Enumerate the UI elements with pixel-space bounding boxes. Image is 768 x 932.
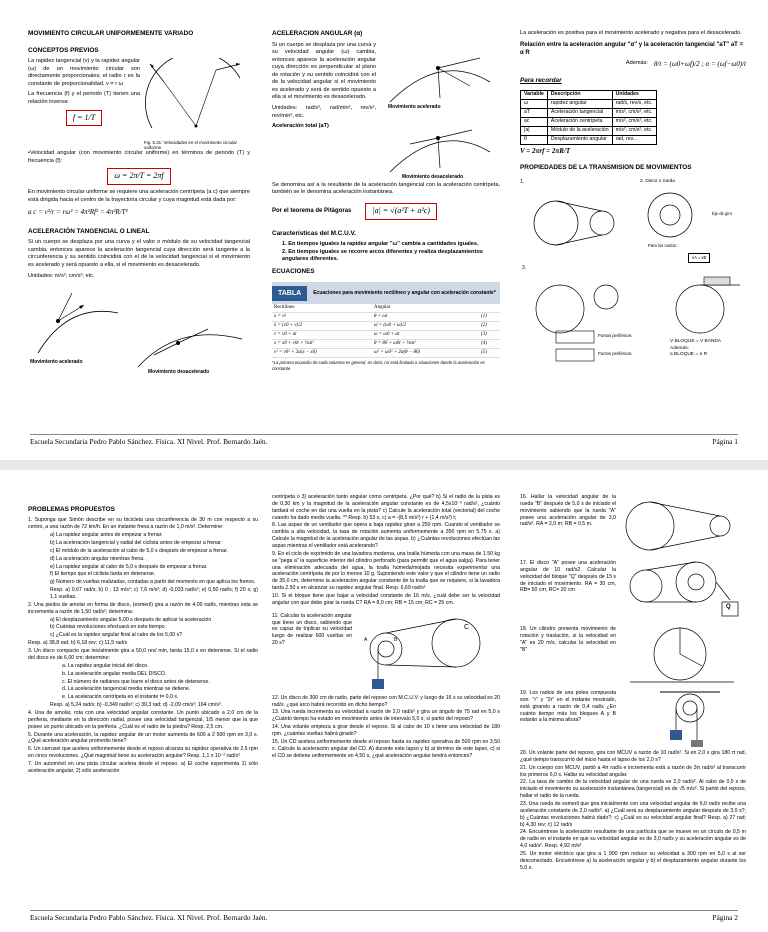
list-item: 14. Una volante empieza a girar desde el reposo. Si al cabo de 10 s tiene una velocidad de 180 rpm. ¿cuántas vueltas habrá girado? — [272, 724, 500, 738]
list-item: 5. Durante una aceleración, la rapidez angular de un motor aumenta de 600 a 2 500 rpm en 3,0 s. ¿Qué aceleración angular promedio tiene? — [28, 731, 258, 745]
list-item: a) El desplazamiento angular 5,00 s después de aplicar la aceleración — [50, 616, 212, 623]
page-1 — [0, 0, 768, 462]
page1-col2 — [272, 30, 500, 372]
acceleration-figures — [28, 283, 250, 375]
formula-angular: θ/t = (ω0+ωf)/2 ; α = (ωf−ω0)/t — [653, 59, 746, 68]
list-item: e. La aceleración centrípeta en el instante t= 0,0 s. — [62, 694, 179, 701]
ademas-label: Además: — [625, 59, 648, 66]
page2-col2 — [272, 494, 500, 760]
pulley-label-b: B — [394, 636, 398, 643]
list-item: 10. Si el bloque tiene que bajar a velocidad constante de 16 m/s, ¿cuál debe ser la velocidad angular con que debe girar la rueda C? RA = 8,0 cm; RB = 15 cm; RC = 25 cm. — [272, 593, 500, 606]
label-puntos-perifericos-2: Puntos periféricos — [598, 350, 632, 356]
list-item: 13. Una rueda incrementa su velocidad a razón de 2,0 rad/s² y gira un ángulo de 75 rad en 5,0 s ¿Cuánto tiempo ha estado en movimiento antes de intervalo 5,0 s; si partió del reposo? — [272, 709, 500, 723]
label-1: 1. — [520, 178, 525, 185]
pitagoras-formula: |a| = √(a²T + a²c) — [365, 203, 437, 220]
concepts-heading: CONCEPTOS PREVIOS — [28, 46, 99, 54]
tabla-equations — [272, 304, 500, 358]
tabla-col-rectilineo: Rectilíneo — [272, 304, 372, 313]
table-row: x̄ = (v0 + v)/2 ω̄ = (ω0 + ω)/2 (2) — [272, 322, 500, 331]
table-row: v = v0 + at ω = ω0 + αt (3) — [272, 331, 500, 340]
list-item: g) Número de vueltas realizadas, contadas a partir del momento en que aplica los frenos. — [50, 579, 256, 586]
list-item: 9. En el ciclo de exprimido de una lavadora moderna, una toalla húmeda con una masa de 1.50 kg se "pega a" la superficie interior del cilindro perforado (para permitir que el agua salga). Para tener una eliminación adecuada del agua, la toalla húmeda/mojada necesita experimentar una aceleración centrípeta de por lo menos 10 g. Suponiendo este valor y que el cilindro tiene un radio de 35,0 cm, determine la aceleración angular constante de la toalla que se requiere, si la lavadora tarda 2.50 s en alcanzar su rapidez angular final. Resp. 6,69 rad/s² — [272, 550, 500, 592]
list-item: 6. Un carrusel que acelera uniformemente desde el reposo alcanza su rapidez operativa de 2.5 rpm en cinco revoluciones. ¿Qué magnitud tiene su aceleración angular? Resp. 1,1 x 10⁻² rad/s² — [28, 746, 258, 760]
list-item: Resp. a) 38,8 rad; b) 6,18 rev; c) 11,5 rad/s — [28, 640, 128, 647]
formula-f: f = 1/T — [66, 110, 102, 127]
list-item: 24. Encuéntrese la aceleración resultante de una partícula que se mueve en un círculo de 0,5 m de radio en el instante en que su velocidad angular es de 3,0 rad/s y su aceleración angular es de 4,0 rad/s². Resp. 4,92 m/s² — [520, 829, 746, 850]
label-desacelerado: Movimiento desacelerado — [148, 369, 210, 376]
angular-acc-text: Si un cuerpo se desplaza por una curva y su velocidad angular (ω) cambia, entonces aparece la aceleración angular cuya dirección es perpendicular al plano de rotación y su sentido coincidirá con el de la velocidad angular si el movimiento es acelerado y será de sentido opuesto a ella si el movimiento es desacelerado. — [272, 41, 376, 101]
pulley-label-c: C — [464, 623, 470, 631]
angular-acc-figures — [380, 42, 500, 182]
characteristic-2: 2. En tiempos iguales se recorre arcos diferentes y realiza desplazamientos angulares diferentes. — [282, 248, 483, 263]
pulley-label-a: A — [364, 636, 368, 643]
characteristics-heading: Características del M.C.U.V. — [272, 229, 356, 237]
label-nodos: Para los nodos : — [648, 242, 679, 248]
list-item: b) Cuántas revoluciones efectuará en este tiempo. — [50, 624, 166, 631]
angular-acc-diagram — [380, 42, 500, 182]
col-descripcion: Descripción — [547, 90, 612, 99]
list-item: a. La rapidez angular inicial del disco. — [62, 662, 149, 669]
page-2 — [0, 470, 768, 932]
footer-page-1 — [30, 434, 738, 446]
formula-omega: ω = 2π/T = 2πf — [107, 168, 170, 185]
total-acc-heading: Aceleración total (aT) — [272, 123, 329, 130]
label-eje: Eje de giro — [712, 210, 733, 216]
list-item: 4. Una de amolar, rota con una velocidad angular constante. Un punto ubicado a 2,0 cm de la periferia, mediante en la dirección radial, posee una velocidad tangencial, 1/5 menor que la que posee un punto ubicado en la periferia. ¿Cuál es el radio de la piedra? Resp. 2,5 cm. — [28, 709, 258, 730]
list-item: c) El módulo de la aceleración al cabo de 5,0 s después de empezar a frenar. — [50, 547, 228, 554]
table-row: ac Aceleración centrípeta m/s², cm/s², etc. — [521, 117, 657, 126]
list-item: 12. Un disco de 300 cm de radio, parte del reposo con M.C.U.V. y luego de 16 s su velocidad es 20 rad/s. ¿qué arco habrá recorrido en dicho tiempo? — [272, 694, 500, 708]
list-item: 25. Un motor eléctrico que gira a 1 900 rpm reduce su velocidad a 300 rpm en 5,0 s al ser desconectado. Encuéntrese a) la aceleración angular y b) el desplazamiento angular durante los 5,0 s. — [520, 851, 746, 871]
tangential-text: Si un cuerpo se desplaza por una curva y el valor o módulo de su velocidad tangencial cambia, entonces aparece la aceleración tangencial cuya dirección será tangente a la circunferencia y su sentido coincidirá con el de la velocidad tangencial si el movimiento es acelerado y será opuesto a ella, si el movimiento es desacelerado. — [28, 239, 250, 268]
tabla-note: *La primera ecuación de cada columna es general, es decir, no está limitada a situaciones donde la aceleración es constante. — [272, 360, 485, 372]
footer-left: Escuela Secundaria Pedro Pablo Sánchez. Física. XI Nivel. Prof. Bernardo Jaén. — [30, 437, 268, 446]
label-disco: 2. Disco o rueda — [640, 178, 675, 184]
equations-table — [272, 282, 500, 371]
units-text: Unidades: m/s²; cm/s²; etc. — [28, 272, 95, 279]
label-acelerado-2: Movimiento acelerado — [388, 103, 441, 110]
page1-col1 — [28, 30, 250, 375]
list-item: 18. Un cilindro presenta movimiento de rotación y traslación, si la velocidad en "A" es 20 m/s, calcular la velocidad en "B" — [520, 626, 616, 653]
list-item: 3. Un disco compacto que inicialmente gira a 50,0 rev/ min, tarda 15,0 s en detenerse. Si el radio del disco es de 6,00 cm; determine: — [28, 648, 258, 661]
list-item: Resp. a) 0,67 rad/s; b) 0 ; 13 m/s²; c) 7,6 m/s²; d) -0,033 rad/s²; e) 0,50 rad/s; f) 20 s; g) 1,1 vueltas. — [50, 587, 258, 601]
label-acelerado: Movimiento acelerado — [30, 359, 83, 366]
angular-speed-text: •Velocidad angular (con movimiento circular uniforme) en términos de periodo (T) y frecuencia (f): — [28, 150, 250, 164]
table-row: θ Desplazamiento angular rad, rev... — [521, 135, 657, 144]
velocity-diagram — [144, 58, 250, 136]
table-row: |a| Módulo de la aceleración m/s², cm/s², etc. — [521, 126, 657, 135]
list-item: 23. Una rueda de esmeril que gira inicialmente con una velocidad angular de 6,0 rad/s recibe una aceleración constante de 2,0 rad/s². a) ¿Cuál será su desplazamiento angular después de 3,0 s?; b) ¿Cuántas revoluciones habrá dado?; c) ¿Cuál es su velocidad angular final? Resp. a) 27 rad; b) 4,30 rev; c) 12 rad/s — [520, 801, 746, 828]
pulley-diagram — [356, 613, 496, 693]
tabla-col-angular: Angular — [372, 304, 479, 313]
list-item: 16. Hallar la velocidad angular de la rueda "B" después de 5,0 s de iniciado el movimiento sabiendo que la rueda "A" posee una aceleración angular de 3,0 rad/s². RA = 2,0 m; RB = 0,5 m. — [520, 494, 616, 528]
label-va-vb: vA = vB — [688, 253, 710, 263]
list-item: e) La rapidez angular al cabo de 5,0 s después de empezar a frenar. — [50, 563, 208, 570]
list-item: 15. Un CD acelera uniformemente desde el reposo hasta su rapidez operativa de 500 rpm en 3,50 s. Calcule la aceleración angular del CD. A) durante este lapso y b) al término de este lapso, c) si el CD se detiene uniformemente en 4,50 s, ¿qué aceleración angular tendrá entonces? — [272, 738, 500, 759]
list-item: 21. Un cuerpo con MCUV, partió a 4π rad/s e incrementa está a razón de 3π rad/s² al transcurrir los primeros 6,0 s. Hallar su velocidad angular. — [520, 764, 746, 778]
footer-page-2 — [30, 910, 738, 922]
doc-title: MOVIMIENTO CIRCULAR UNIFORMEMENTE VARIADO — [28, 30, 194, 37]
abloque-text: a BLOQUE = α R — [670, 352, 708, 358]
angular-acc-heading: ACELERACION ANGULAR (α) — [272, 30, 363, 37]
total-acc-text: Se denomina así a la resultante de la aceleración tangencial con la aceleración centrípeta, también se le denomina aceleración instantánea. — [272, 181, 500, 196]
list-item: 1. Suponga que Simón describe en su bicicleta una circunferencia de 30 m con respecto a su centro, a una razón de 72 km/h. En un instante frena a razón de 1,0 m/s². Determine: — [28, 517, 258, 531]
page1-col3 — [520, 30, 746, 379]
transmission-figures — [520, 179, 746, 379]
tangential-speed-text: La rapidez tangencial (v) y la rapidez angular (ω) de un movimiento circular son directamente proporcionales; el radio r es la constante de proporcionalidad. v = r ω — [28, 58, 140, 87]
list-item: centrípeta o 3) aceleración tanto angular como centrípeta. ¿Por qué? b) Si el radio de la pista es de 0,30 km y la magnitud de la aceleración angular constante es de 4,5x10⁻³ rad/s², ¿cuánto tardará el coche en dar una vuelta en la pista? c) Calcule la aceleración total (vectorial) del coche cuando ha dado media vuelta. ** Resp. b) 53 s, c) a = -(8,5 m/s²) r + (1,4 m/s²) t; — [272, 494, 500, 521]
page2-col1 — [28, 506, 258, 776]
belt-wheels-diagram — [620, 494, 744, 554]
compound-pulley-diagram — [620, 690, 744, 748]
tabla-header — [272, 282, 500, 304]
table-row: x = x0 + v0t + ½at² θ = θ0 + ω0t + ½αt² (4) — [272, 340, 500, 349]
relation-text: Relación entre la aceleración angular "α" y la aceleración tangencial "aT" aT = α R — [520, 41, 743, 56]
disk-block-figure — [620, 560, 744, 620]
list-item: Resp. a) 5,24 rad/s; b) -0,349 rad/s²; c) 39,3 rad; d) -2,09 cm/s²; 164 cm/s². — [50, 702, 223, 709]
characteristic-1: 1. En tiempos iguales la rapidez angular "ω" cambia a cantidades iguales. — [282, 241, 479, 248]
list-item: f) El tiempo que el ciclista tarda en detenerse. — [50, 571, 156, 578]
list-item: 22. La tasa de cambio de la velocidad angular de una rueda es 2,0 rad/s². Al cabo de 0,5 s de iniciado el movimiento su aceleración instantánea (tangencial) es de √5 m/s². Si partió del reposo, hallar el radio de la rueda. — [520, 779, 746, 800]
vbanda-text: V BLOQUE = V BANDA — [670, 338, 722, 344]
col-variable: Variable — [521, 90, 548, 99]
label-desacelerado-2: Movimiento desacelerado — [402, 173, 464, 180]
label-puntos-perifericos: Puntos periféricos — [598, 332, 632, 338]
table-row: ω rapidez angular rad/s, rev/s, etc. — [521, 99, 657, 108]
centripetal-text: En movimiento circular uniforme se requiere una aceleración centrípeta (a c) que siempre está dirigida hacia el centro de la trayectoria circular y cuya magnitud está dada por: — [28, 189, 250, 203]
list-item: c. El número de radianes que barre el disco antes de detenerse. — [62, 678, 210, 685]
footer-left: Escuela Secundaria Pedro Pablo Sánchez. Física. XI Nivel. Prof. Bernardo Jaén. — [30, 913, 268, 922]
circular-velocity-figure — [144, 58, 250, 150]
table-row: x = vt θ = ωt (1) — [272, 313, 500, 322]
formula-ac: a c = v²/r = rω² = 4π²Rf² = 4π²R/T² — [28, 208, 128, 217]
table-row: v² = v0² + 2a(x − x0) ω² = ω0² + 2α(θ − θ0) (5) — [272, 349, 500, 358]
recordar-heading: Para recordar — [520, 77, 562, 85]
list-item: c) ¿Cuál es la rapidez angular final al cabo de los 5,00 s? — [50, 632, 183, 639]
list-item: 20. Un volante parte del reposo, gira con MCUV a razón de 10 rad/s². Si en 2,0 s gira 180 π rad, ¿qué tiempo transcurrió del inicio hasta el lapso de los 2,0 s? — [520, 750, 746, 763]
list-item: b. La aceleración angular media DEL DISCO. — [62, 670, 167, 677]
tabla-title: Ecuaciones para movimiento rectilíneo y angular con aceleración constante* — [313, 290, 496, 297]
characteristics-list — [272, 241, 500, 264]
list-item: 19. Los radios de una polea compuesta son: "r" y "2r" en el instante mostrado, está girando a razón de 0,4 rad/s ¿En cuánto tiempo más los bloques A y B estarán a la misma altura? — [520, 690, 616, 724]
variables-table — [520, 90, 657, 145]
list-item: d. La aceleración tangencial media mientras se detiene. — [62, 686, 191, 693]
pitagoras-label: Por el teorema de Pitágoras — [272, 208, 352, 215]
list-item: 8. Las aspas de un ventilador que opera a baja rapidez giran a 250 rpm. Cuando el ventilador se cambia a alta velocidad, la tasa de rotación aumenta uniformemente a 350 rpm en 5.75 s. a) Calcule la magnitud de la aceleración angular de las aspas. b) ¿Cuántas revoluciones efectúan las aspas mientras el ventilador está acelerando? — [272, 522, 500, 550]
cylinder-diagram — [620, 626, 744, 684]
equations-heading: ECUACIONES — [272, 267, 315, 275]
figure-caption: Fig. 5.21: Velocidades en el movimiento circular uniforme. — [144, 139, 237, 151]
block-label-q: Q — [726, 604, 731, 610]
accel-sign-text: La aceleración es positiva para el movimiento acelerado y negativa para el desacelerado. — [520, 30, 742, 36]
frequency-text: La frecuencia (f) y el periodo (T) tienen una relación inversa: — [28, 91, 140, 106]
problemas-heading: PROBLEMAS PROPUESTOS — [28, 506, 115, 513]
list-item: 7. Un automóvil en una pista circular acelera desde el reposo. a) El coche experimenta 1) sólo aceleración angular, 2) sólo aceleración — [28, 760, 258, 774]
ademas-2: Además: — [670, 345, 689, 351]
angular-acc-units: Unidades: rad/s², rad/min², rev/s², rev/min², etc. — [272, 105, 376, 119]
col-unidades: Unidades — [612, 90, 656, 99]
tabla-tag: TABLA — [272, 286, 307, 301]
v-formula: V = 2πrf = 2πR/T — [520, 146, 571, 155]
list-item: b) La aceleración tangencial y radial del ciclista antes de empezar a frenar. — [50, 540, 222, 547]
footer-page-number: Página 2 — [712, 913, 738, 922]
table-row: aT Aceleración tangencial m/s², cm/s², etc. — [521, 108, 657, 117]
tangential-heading: ACELERACIÓN TANGENCIAL O LINEAL — [28, 227, 150, 235]
pulley-figure — [356, 613, 496, 693]
list-item: a) La rapidez angular antes de empezar a frenar. — [50, 532, 163, 539]
label-3: 3. — [522, 264, 527, 271]
banda-block — [670, 339, 721, 359]
list-item: 11. Calcular la aceleración angular que tiene un disco, sabiendo que es capaz de triplicar su velocidad luego de realizar 600 vueltas en 20 s? — [272, 612, 352, 647]
footer-page-number: Página 1 — [712, 437, 738, 446]
page-separator — [0, 460, 768, 470]
page2-col3 — [520, 494, 746, 873]
list-item: 2. Una piedra de amolar en forma de disco, (esmeril) gira a razón de 4,00 rad/s, mientras esta se incrementa a razón de 1,50 rad/s²; determina: — [28, 601, 258, 615]
propiedades-heading: PROPIEDADES DE LA TRANSMISION DE MOVIMIENTOS — [520, 164, 692, 172]
list-item: d) La aceleración angular mientras frena. — [50, 555, 145, 562]
list-item: 17. El disco "A" posee una aceleración angular de 10 rad/s2. Calcular la velocidad del bloque "Q" después de 15 s de iniciado el movimiento. RA = 30 cm, RB= 50 cm; RC= 20 cm — [520, 560, 616, 594]
